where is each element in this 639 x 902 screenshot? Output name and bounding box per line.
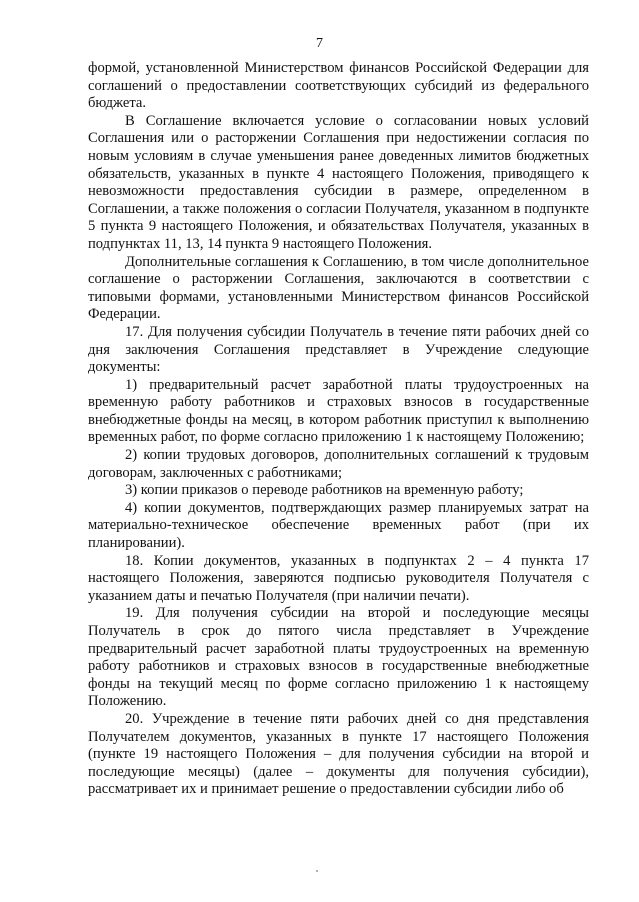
- paragraph-item-17-4: 4) копии документов, подтверждающих размер планируемых затрат на материально-техническое обеспечение временных работ (при их планировании).: [88, 499, 589, 552]
- paragraph-additional-agreements: Дополнительные соглашения к Соглашению, в том числе дополнительное соглашение о расторжении Соглашения, заключаются в соответствии с типовыми формами, установленными Министерством финансов Российской Федерации.: [88, 253, 589, 323]
- page-number: 7: [316, 36, 323, 51]
- document-body: [88, 60, 589, 799]
- paragraph-item-18: 18. Копии документов, указанных в подпунктах 2 – 4 пункта 17 настоящего Положения, заверяются подписью руководителя Получателя с указанием даты и печатью Получателя (при наличии печати).: [88, 552, 589, 604]
- paragraph-agreement-conditions: В Соглашение включается условие о согласовании новых условий Соглашения или о расторжении Соглашения при недостижении согласия по новым условиям в случае уменьшения ранее доведенных лимитов бюджетных обязательств, указанных в пункте 4 настоящего Положения, приводящего к невозможности предоставления субсидии в размере, определенном в Соглашении, а также положения о согласии Получателя, указанном в подпункте 5 пункта 9 настоящего Положения, и обязательствах Получателя, указанных в подпунктах 11, 13, 14 пункта 9 настоящего Положения.: [88, 112, 589, 252]
- paragraph-item-20: 20. Учреждение в течение пяти рабочих дней со дня представления Получателем документов, указанных в пункте 17 настоящего Положения (пункте 19 настоящего Положения – для получения субсидии на второй и последующие месяцы) (далее – документы для получения субсидии), рассматривает их и принимает решение о предоставлении субсидии либо об: [88, 710, 589, 798]
- paragraph-item-17: 17. Для получения субсидии Получатель в течение пяти рабочих дней со дня заключения Соглашения представляет в Учреждение следующие документы:: [88, 323, 589, 376]
- paragraph-item-17-1: 1) предварительный расчет заработной платы трудоустроенных на временную работу работников и страховых взносов в государственные внебюджетные фонды на месяц, в котором работник приступил к выполнению временных работ, по форме согласно приложению 1 к настоящему Положению;: [88, 376, 589, 446]
- scan-mark: [316, 870, 318, 872]
- paragraph-item-17-3: 3) копии приказов о переводе работников на временную работу;: [125, 482, 524, 499]
- paragraph-item-19: 19. Для получения субсидии на второй и последующие месяцы Получатель в срок до пятого числа представляет в Учреждение предварительный расчет заработной платы трудоустроенных на временную работу работников и страховых взносов в государственные внебюджетные фонды на текущий месяц по форме согласно приложению 1 к настоящему Положению.: [88, 605, 589, 710]
- paragraph-item-17-2: 2) копии трудовых договоров, дополнительных соглашений к трудовым договорам, заключенных с работниками;: [88, 447, 589, 481]
- paragraph-form-continuation: формой, установленной Министерством финансов Российской Федерации для соглашений о предоставлении соответствующих субсидий из федерального бюджета.: [88, 60, 589, 112]
